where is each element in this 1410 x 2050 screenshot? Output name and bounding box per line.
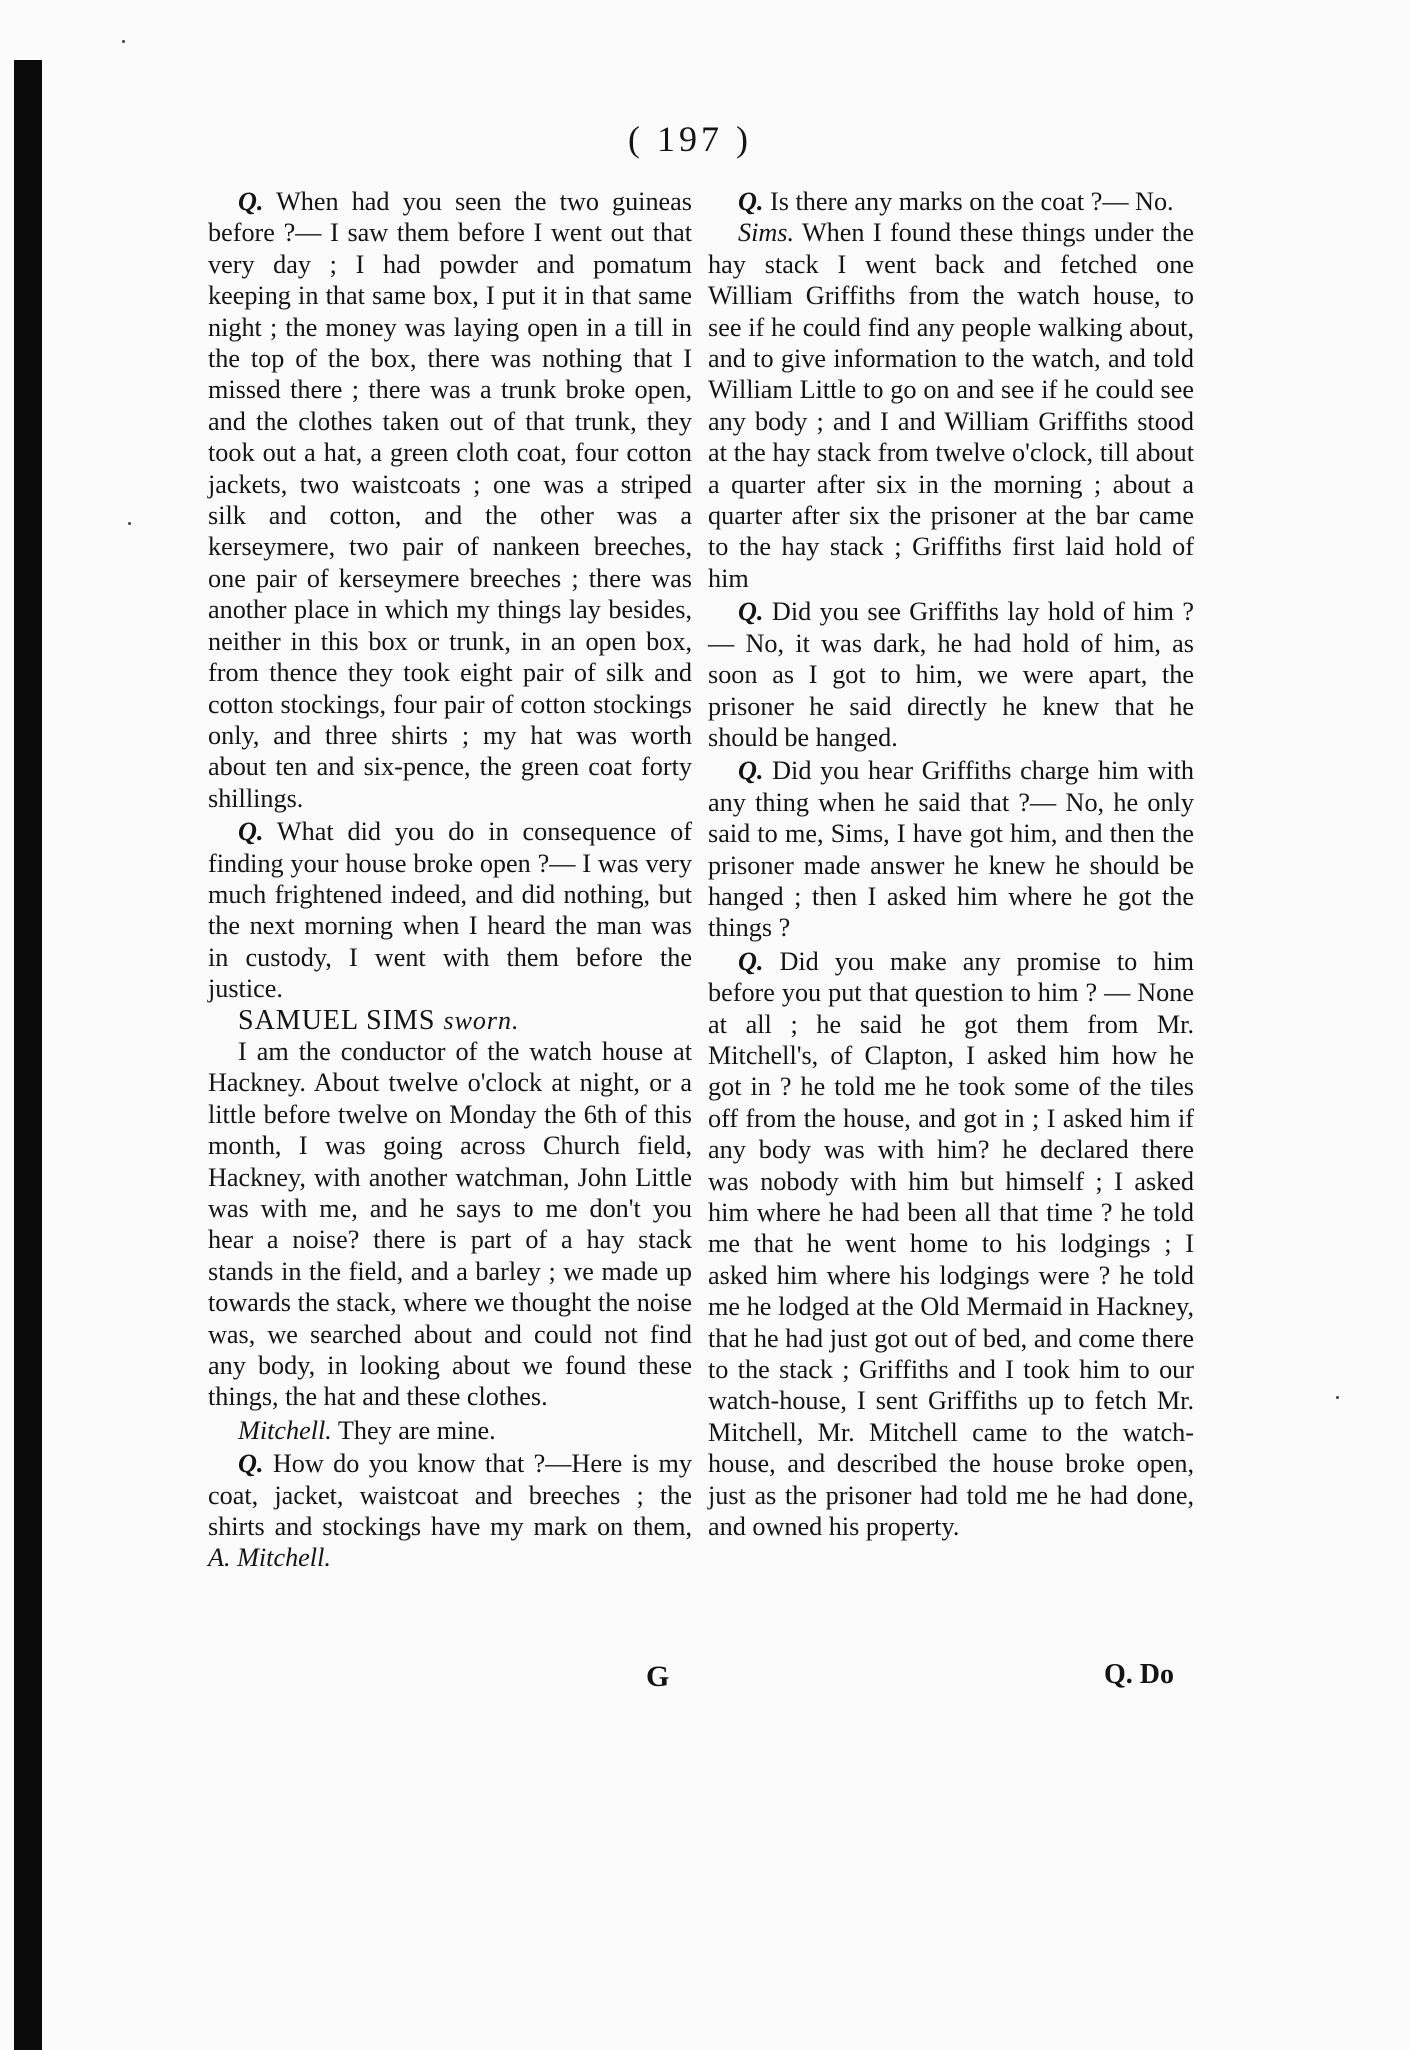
- paragraph: [208, 1036, 692, 1413]
- paragraph-text: Did you hear Griffiths charge him with any thing when he said that ?— No, he only said to me, Sims, I have got him, and then the prisoner made answer he knew he should be hanged ; then I asked him where he got the things ?: [708, 756, 1194, 943]
- witness-signature: A. Mitchell.: [208, 1543, 331, 1573]
- paragraph-text: They are mine.: [337, 1415, 496, 1445]
- paragraph: [208, 816, 692, 1004]
- paragraph: [208, 1448, 692, 1574]
- witness-name: SAMUEL SIMS: [238, 1004, 436, 1036]
- paragraph-text: Did you see Griffiths lay hold of him ?— No, it was dark, he had hold of him, as soon as I got to him, we were apart, the prisoner he said directly he knew that he should be hanged.: [708, 597, 1194, 752]
- paragraph: [708, 186, 1194, 217]
- speaker-name: Sims.: [738, 218, 795, 248]
- paragraph: [708, 596, 1194, 753]
- book-binding-edge: [14, 60, 42, 2050]
- question-marker: Q.: [238, 187, 264, 216]
- paragraph: [708, 946, 1194, 1543]
- paragraph: [708, 217, 1194, 594]
- paragraph-text: How do you know that ?—Here is my coat, jacket, waistcoat and breeches ; the shirts and stockings have my mark on them,: [208, 1449, 693, 1542]
- question-marker: Q.: [238, 1449, 264, 1479]
- question-marker: Q.: [738, 187, 764, 216]
- paragraph: [208, 1415, 692, 1446]
- paragraph-text: When I found these things under the hay stack I went back and fetched one William Griffiths from the watch house, to see if he could find any people walking about, and to give information to the watch, and told William Little to go on and see if he could see any body ; and I and William Griffiths stood at the hay stack from twelve o'clock, till about a quarter after six in the morning ; about a quarter after six the prisoner at the bar came to the hay stack ; Griffiths first laid hold of him: [708, 218, 1194, 593]
- paragraph-text: Did you make any promise to him before you put that question to him ? — None at all ; he said he got them from Mr. Mitchell's, of Clapton, I asked him how he got in ? he told me he took some of the tiles off from the house, and got in ; I asked him if any body was with him? he declared there was nobody with him but himself ; I asked him where he had been all that time ? he told me that he went home to his lodgings ; I asked him where his lodgings were ? he told me he lodged at the Old Mermaid in Hackney, that he had just got out of bed, and come there to the stack ; Griffiths and I took him to our watch-house, I sent Griffiths up to fetch Mr. Mitchell, Mr. Mitchell came to the watch-house, and described the house broke open, just as the prisoner had told me he had done, and owned his property.: [708, 946, 1195, 1542]
- paragraph-text: When had you seen the two guineas before ?— I saw them before I went out that very day ; I had powder and pomatum keeping in that same box, I put it in that same night ; the money was laying open in a till in the top of the box, there was nothing that I missed there ; there was a trunk broke open, and the clothes taken out of that trunk, they took out a hat, a green cloth coat, four cotton jackets, two waistcoats ; one was a striped silk and cotton, and the other was a kerseymere, two pair of nankeen breeches, one pair of kerseymere breeches ; there was another place in which my things lay besides, neither in this box or trunk, in an open box, from thence they took eight pair of silk and cotton stockings, four pair of cotton stockings only, and three shirts ; my hat was worth about ten and six-pence, the green coat forty shillings.: [208, 187, 692, 813]
- paragraph: [208, 186, 692, 814]
- witness-heading: [208, 1005, 692, 1036]
- speaker-name: Mitchell.: [238, 1415, 332, 1445]
- paragraph-text: What did you do in consequence of finding your house broke open ?— I was very much frightened indeed, and did nothing, but the next morning when I heard the man was in custody, I went with them before the justice.: [208, 817, 693, 1004]
- sworn-label: sworn.: [443, 1005, 520, 1035]
- page-number: ( 197 ): [628, 119, 752, 159]
- right-column: [708, 186, 1194, 1542]
- question-marker: Q.: [738, 597, 764, 627]
- question-marker: Q.: [738, 756, 764, 786]
- scan-speck: [1336, 1396, 1339, 1399]
- scan-speck: [122, 40, 125, 43]
- catchword: Q. Do: [1104, 1659, 1174, 1690]
- printer-signature-mark: G: [646, 1660, 670, 1693]
- scan-speck: [128, 522, 131, 525]
- paragraph-text: Is there any marks on the coat ?— No.: [770, 187, 1174, 216]
- question-marker: Q.: [738, 946, 764, 976]
- paragraph: [708, 755, 1194, 943]
- question-marker: Q.: [238, 817, 264, 847]
- paragraph-text: I am the conductor of the watch house at Hackney. About twelve o'clock at night, or a little before twelve on Monday the 6th of this month, I was going across Church field, Hackney, with another watchman, John Little was with me, and he says to me don't you hear a noise? there is part of a hay stack stands in the field, and a barley ; we made up towards the stack, where we thought the noise was, we searched about and could not find any body, in looking about we found these things, the hat and these clothes.: [208, 1036, 692, 1412]
- left-column: [208, 186, 692, 1574]
